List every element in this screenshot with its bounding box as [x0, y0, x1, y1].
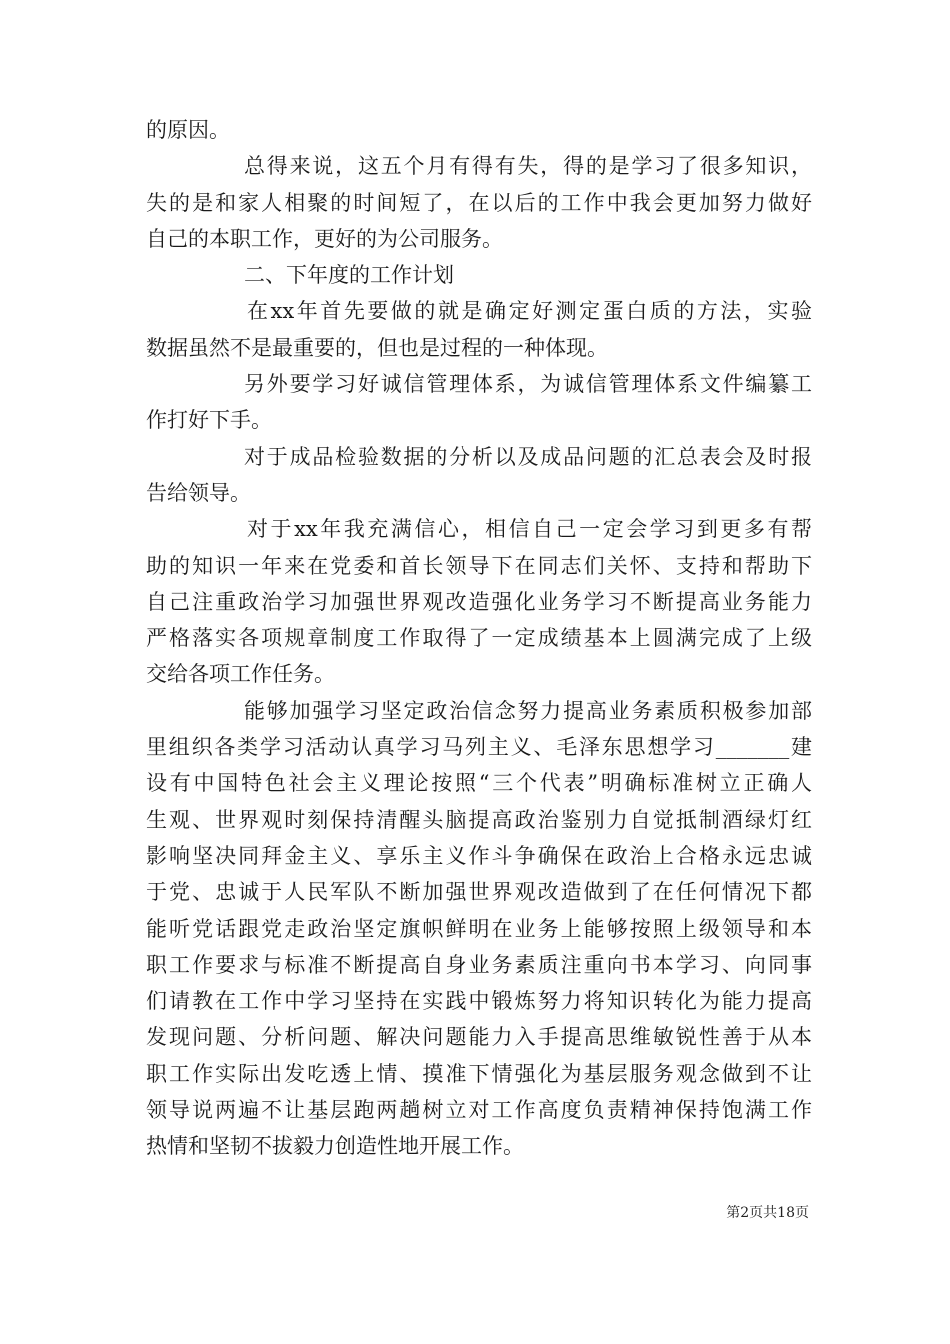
- text-line: 严格落实各项规章制度工作取得了一定成绩基本上圆满完成了上级: [146, 626, 812, 651]
- text-line: 自己的本职工作，更好的为公司服务。: [146, 226, 503, 251]
- text-line: 职工作实际出发吃透上情、摸准下情强化为基层服务观念做到不让: [146, 1061, 812, 1086]
- text-line: 告给领导。: [146, 480, 251, 505]
- text-line: 另外要学习好诚信管理体系，为诚信管理体系文件编纂工: [244, 372, 812, 397]
- text-line: 里组织各类学习活动认真学习马列主义、毛泽东思想学习_______建: [146, 735, 812, 760]
- page-number: 第2页共18页: [726, 1205, 809, 1221]
- text-line: 生观、世界观时刻保持清醒头脑提高政治鉴别力自觉抵制酒绿灯红: [146, 807, 812, 832]
- text-line: 作打好下手。: [146, 408, 272, 433]
- text-line: 们请教在工作中学习坚持在实践中锻炼努力将知识转化为能力提高: [146, 989, 812, 1014]
- section-heading: [146, 257, 812, 293]
- text-line: 于党、忠诚于人民军队不断加强世界观改造做到了在任何情况下都: [146, 880, 812, 905]
- text-line: 数据虽然不是最重要的，但也是过程的一种体现。: [146, 335, 608, 360]
- paragraph: [146, 366, 812, 439]
- paragraph: [146, 112, 812, 148]
- paragraph: [146, 148, 812, 257]
- text-line: 对于xx年我充满信心，相信自己一定会学习到更多有帮: [247, 517, 812, 542]
- document-body: [146, 112, 812, 1165]
- text-line: 能听党话跟党走政治坚定旗帜鲜明在业务上能够按照上级领导和本: [146, 916, 812, 941]
- text-line: 助的知识一年来在党委和首长领导下在同志们关怀、支持和帮助下: [146, 553, 812, 578]
- text-line: 领导说两遍不让基层跑两趟树立对工作高度负责精神保持饱满工作: [146, 1098, 812, 1123]
- text-line: 职工作要求与标准不断提高自身业务素质注重向书本学习、向同事: [146, 952, 812, 977]
- text-line: 热情和坚韧不拔毅力创造性地开展工作。: [146, 1134, 524, 1159]
- text-line: 交给各项工作任务。: [146, 662, 335, 687]
- paragraph: [146, 693, 812, 1165]
- text-line: 对于成品检验数据的分析以及成品问题的汇总表会及时报: [244, 444, 812, 469]
- paragraph: [146, 511, 812, 692]
- paragraph: [146, 293, 812, 366]
- text-line: 在xx年首先要做的就是确定好测定蛋白质的方法，实验: [247, 299, 812, 324]
- text-line: 能够加强学习坚定政治信念努力提高业务素质积极参加部: [244, 698, 812, 723]
- text-line: 发现问题、分析问题、解决问题能力入手提高思维敏锐性善于从本: [146, 1025, 812, 1050]
- text-line: 的原因。: [146, 118, 230, 142]
- text-line: 失的是和家人相聚的时间短了，在以后的工作中我会更加努力做好: [146, 190, 812, 215]
- text-line: 自己注重政治学习加强世界观改造强化业务学习不断提高业务能力: [146, 589, 812, 614]
- text-line: 影响坚决同拜金主义、享乐主义作斗争确保在政治上合格永远忠诚: [146, 843, 812, 868]
- text-line: 设有中国特色社会主义理论按照“三个代表”明确标准树立正确人: [146, 771, 812, 796]
- text-line: 总得来说，这五个月有得有失，得的是学习了很多知识，: [244, 154, 812, 179]
- text-line: 二、下年度的工作计划: [244, 263, 454, 288]
- paragraph: [146, 439, 812, 512]
